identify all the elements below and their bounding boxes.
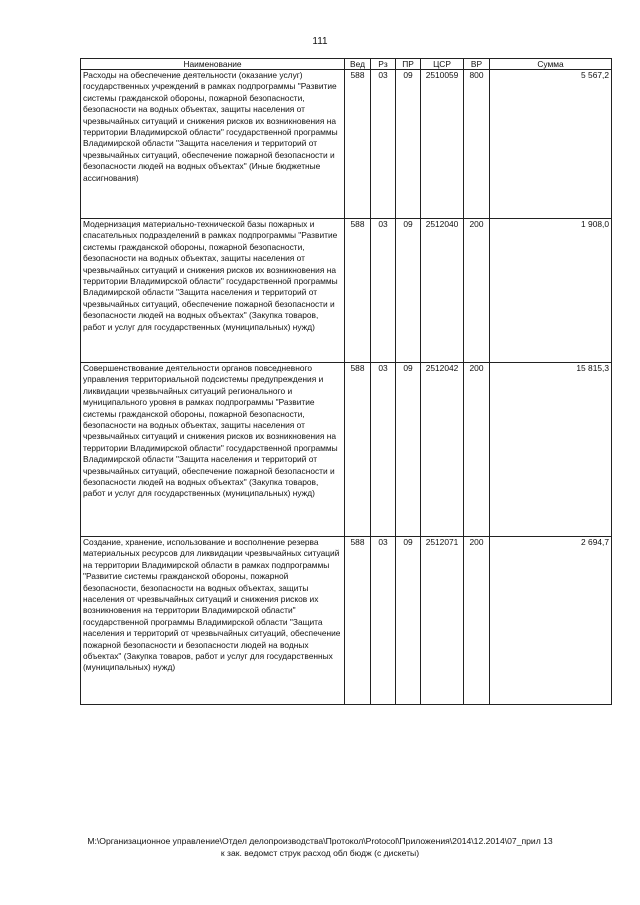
table-row [81,537,612,705]
row-vr: 200 [464,363,490,537]
budget-table [80,58,612,705]
row-vr: 200 [464,219,490,363]
row-sum: 1 908,0 [490,219,612,363]
header-vr: ВР [464,59,490,70]
row-csr: 2512042 [421,363,464,537]
row-sum: 5 567,2 [490,70,612,219]
row-rz: 03 [371,219,396,363]
row-name: Расходы на обеспечение деятельности (оказание услуг) государственных учреждений в рамках подпрограммы "Развитие системы гражданской обороны, пожарной безопасности, безопасности на водных объектах, защиты населения от чрезвычайных ситуаций и снижения рисков их возникновения на территории Владимирской области" государственной программы Владимирской области "Защита населения и территорий от чрезвычайных ситуаций, обеспечение пожарной безопасности и безопасности людей на водных объектах" (Иные бюджетные ассигнования) [81,70,345,219]
row-name: Создание, хранение, использование и восполнение резерва материальных ресурсов для ликвидации чрезвычайных ситуаций на территории Владимирской области в рамках подпрограммы "Развитие системы гражданской обороны, пожарной безопасности, безопасности на водных объектах, защиты населения от чрезвычайных ситуаций и снижения рисков их возникновения на территории Владимирской области" государственной программы Владимирской области "Защита населения и территорий от чрезвычайных ситуаций, обеспечение пожарной безопасности и безопасности людей на водных объектах" (Закупка товаров, работ и услуг для государственных (муниципальных) нужд) [81,537,345,705]
row-rz: 03 [371,537,396,705]
row-csr: 2510059 [421,70,464,219]
row-name: Модернизация материально-технической базы пожарных и спасательных подразделений в рамках подпрограммы "Развитие системы гражданской обороны, пожарной безопасности, безопасности на водных объектах, защиты населения от чрезвычайных ситуаций и снижения рисков их возникновения на территории Владимирской области" государственной программы Владимирской области "Защита населения и территорий от чрезвычайных ситуаций, обеспечение пожарной безопасности и безопасности людей на водных объектах" (Закупка товаров, работ и услуг для государственных (муниципальных) нужд) [81,219,345,363]
row-sum: 2 694,7 [490,537,612,705]
row-ved: 588 [345,537,371,705]
row-ved: 588 [345,363,371,537]
header-pr: ПР [396,59,421,70]
header-sum: Сумма [490,59,612,70]
row-pr: 09 [396,219,421,363]
header-name: Наименование [81,59,345,70]
row-pr: 09 [396,363,421,537]
page-number: 111 [312,36,328,47]
table-row [81,70,612,219]
row-pr: 09 [396,70,421,219]
footer-file-path [0,836,640,859]
row-vr: 800 [464,70,490,219]
table-row [81,363,612,537]
row-rz: 03 [371,363,396,537]
header-rz: Рз [371,59,396,70]
header-ved: Вед [345,59,371,70]
row-csr: 2512040 [421,219,464,363]
footer-line-2: к зак. ведомст струк расход обл бюдж (с дискеты) [220,847,420,858]
table-header-row [81,59,612,70]
row-csr: 2512071 [421,537,464,705]
footer-line-1: M:\Организационное управление\Отдел делопроизводства\Протокол\Protocol\Приложения\2014\12.2014\07_прил 13 [87,836,553,846]
header-csr: ЦСР [421,59,464,70]
row-pr: 09 [396,537,421,705]
row-ved: 588 [345,219,371,363]
row-name: Совершенствование деятельности органов повседневного управления территориальной подсистемы предупреждения и ликвидации чрезвычайных ситуаций регионального и муниципального уровня в рамках подпрограммы "Развитие системы гражданской обороны, пожарной безопасности, безопасности на водных объектах, защиты населения от чрезвычайных ситуаций и снижения рисков их возникновения на территории Владимирской области" государственной программы Владимирской области "Защита населения и территорий от чрезвычайных ситуаций, обеспечение пожарной безопасности и безопасности людей на водных объектах" (Закупка товаров, работ и услуг для государственных (муниципальных) нужд) [81,363,345,537]
row-sum: 15 815,3 [490,363,612,537]
row-rz: 03 [371,70,396,219]
row-vr: 200 [464,537,490,705]
row-ved: 588 [345,70,371,219]
table-row [81,219,612,363]
